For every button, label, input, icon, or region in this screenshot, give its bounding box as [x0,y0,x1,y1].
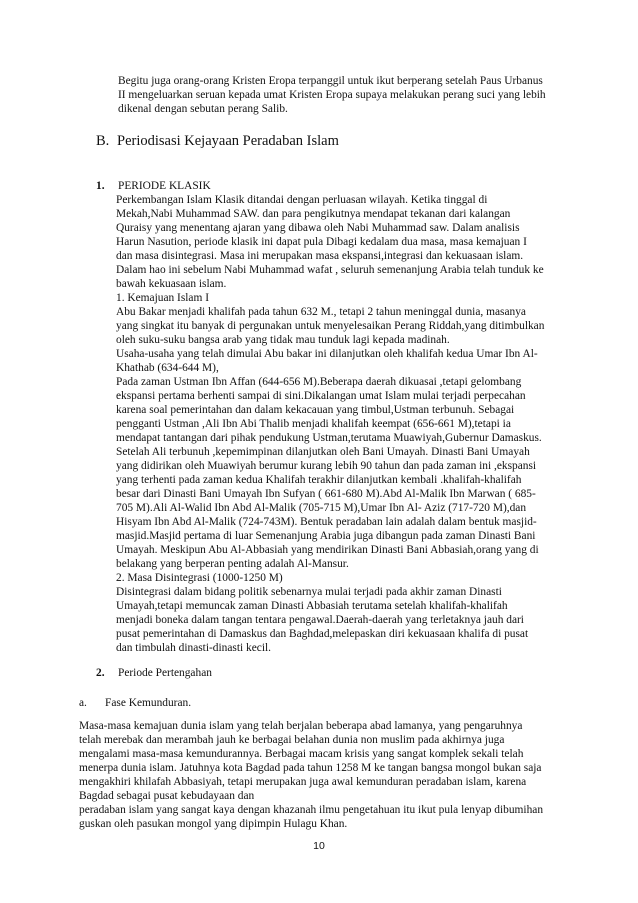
text-line: oleh suku-suku bangsa arab yang tidak mau tunduk lagi kepada madinah. [116,334,450,346]
section-heading-b [96,133,339,150]
text-line: Harun Nasution, periode klasik ini dapat pula Dibagi kedalam dua masa, masa kemajuan I [116,236,527,248]
list-title: PERIODE KLASIK [118,180,211,192]
list-title: Periode Pertengahan [118,667,212,679]
subheading-line: 1. Kemajuan Islam I [116,292,209,304]
text-line: 705 M).Ali Al-Walid Ibn Abd Al-Malik (705-715 M),Umar Ibn Al- Aziz (717-720 M),dan [116,502,527,514]
text-line: Masa-masa kemajuan dunia islam yang telah berjalan beberapa abad lamanya, yang pengaruhnya [79,720,523,732]
text-line: Umayah,tetapi memuncak zaman Dinasti Abbasiah terutama setelah khalifah-khalifah [116,600,508,612]
section-label: B. [96,133,110,149]
text-line: Setelah Ali terbunuh ,kepemimpinan dilanjutkan oleh Bani Umayah. Dinasti Bani Umayah [116,446,530,458]
text-line: belakang yang berperan penting adalah Al-Mansur. [116,558,349,570]
sub-label: a. [79,697,87,709]
text-line: bawah kekuasaan islam. [116,278,227,290]
list-number: 1. [96,180,105,192]
text-line: menerpa dunia islam. Jatuhnya kota Bagdad pada tahun 1258 M ke tangan bangsa mongol bukan saja [79,762,542,774]
text-line: dan timbulah dinasti-dinasti kecil. [116,642,272,654]
text-line: Mekah,Nabi Muhammad SAW. dan para pengikutnya mendapat tekanan dari kalangan [116,208,511,220]
text-line: Quraisy yang menentang ajaran yang dibawa oleh Nabi Muhammad saw. Dalam analisis [116,222,520,234]
text-line: masjid.Masjid pertama di luar Semenanjung Arabia juga dibangun pada zaman Dinasti Bani [116,530,536,542]
text-line: Bagdad sebagai pusat kebudayaan dan [79,790,255,802]
text-line: mengalami masa-masa kemundurannya. Berbagai macam krisis yang sangat komplek sekali telah [79,748,524,760]
sub-title: Fase Kemunduran. [105,697,192,709]
text-line: Umayah. Meskipun Abu Al-Abbasiah yang mendirikan Dinasti Bani Abbasiah,orang yang di [116,544,539,556]
text-line: besar dari Dinasti Bani Umayah Ibn Sufyan ( 661-680 M).Abd Al-Malik Ibn Marwan ( 685- [116,488,536,500]
text-line: Usaha-usaha yang telah dimulai Abu bakar ini dilanjutkan oleh khalifah kedua Umar Ibn Al- [116,348,538,360]
text-line: karena soal pemerintahan dan dalam kekacauan yang timbul,Ustman terbunuh. Sebagai [116,404,515,416]
text-line: yang terhenti pada zaman kedua Khalifah terakhir dilanjutkan kembali .khalifah-khalifah [116,474,522,486]
subheading-line: 2. Masa Disintegrasi (1000-1250 M) [116,572,283,584]
text-line: guskan oleh pasukan mongol yang dipimpin Hulagu Khan. [79,818,348,830]
text-line: Perkembangan Islam Klasik ditandai dengan perluasan wilayah. Ketika tinggal di [116,194,488,206]
text-line: pusat pemerintahan di Damaskus dan Baghdad,melepaskan diri kekuasaan khalifa di pusat [116,628,529,640]
text-line: dan masa disintegrasi. Masa ini merupakan masa ekspansi,integrasi dan kekuasaan islam. [116,250,524,262]
text-line: Abu Bakar menjadi khalifah pada tahun 632 M., tetapi 2 tahun meninggal dunia, masanya [116,306,526,318]
text-line: telah merebak dan merambah jauh ke berbagai belahan dunia non muslim pada akhirnya juga [79,734,505,746]
text-line: yang singkat itu banyak di pergunakan untuk menyelesaikan Perang Riddah,yang ditimbulkan [116,320,545,332]
text-line: menjadi boneka dalam tangan tentara pengawal.Daerah-daerah yang terletaknya jauh dari [116,614,524,626]
text-line: Pada zaman Ustman Ibn Affan (644-656 M).Beberapa daerah dikuasai ,tetapi gelombang [116,376,522,388]
section-title: Periodisasi Kejayaan Peradaban Islam [117,133,339,149]
text-line: dikenal dengan sebutan perang Salib. [118,103,288,115]
text-line: Hisyam Ibn Abd Al-Malik (724-743M). Bentuk peradaban lain adalah dalam bentuk masjid- [116,516,537,528]
text-line: II mengeluarkan seruan kepada umat Kristen Eropa supaya melakukan perang suci yang lebih [118,89,546,101]
text-line: mendapat tantangan dari pihak pendukung Ustman,terutama Muawiyah,Gubernur Damaskus. [116,432,542,444]
text-line: Begitu juga orang-orang Kristen Eropa terpanggil untuk ikut berperang setelah Paus Urbanus [118,75,543,87]
text-line: Dalam hao ini sebelum Nabi Muhammad wafat , seluruh semenanjung Arabia telah tunduk ke [116,264,544,276]
page-number: 10 [313,840,325,852]
text-line: ekspansi pertama berhenti sampai di sini.Dikalangan umat Islam mulai terjadi perpecahan [116,390,526,402]
text-line: pengganti Ustman ,Ali Ibn Abi Thalib menjadi khalifah keempat (656-661 M),tetapi ia [116,418,511,430]
text-line: peradaban islam yang sangat kaya dengan khazanah ilmu pengetahuan itu ikut pula lenyap dibumihan [79,804,544,816]
text-line: yang didirikan oleh Muawiyah berumur kurang lebih 90 tahun dan pada zaman ini ,ekspansi [116,460,537,472]
list-number: 2. [96,667,105,679]
text-line: Disintegrasi dalam bidang politik sebenarnya mulai terjadi pada akhir zaman Dinasti [116,586,502,598]
text-line: Khathab (634-644 M), [116,362,219,374]
text-line: mengakhiri khilafah Abbasiyah, tetapi merupakan juga awal kemunduran peradaban islam, karena [79,776,527,788]
